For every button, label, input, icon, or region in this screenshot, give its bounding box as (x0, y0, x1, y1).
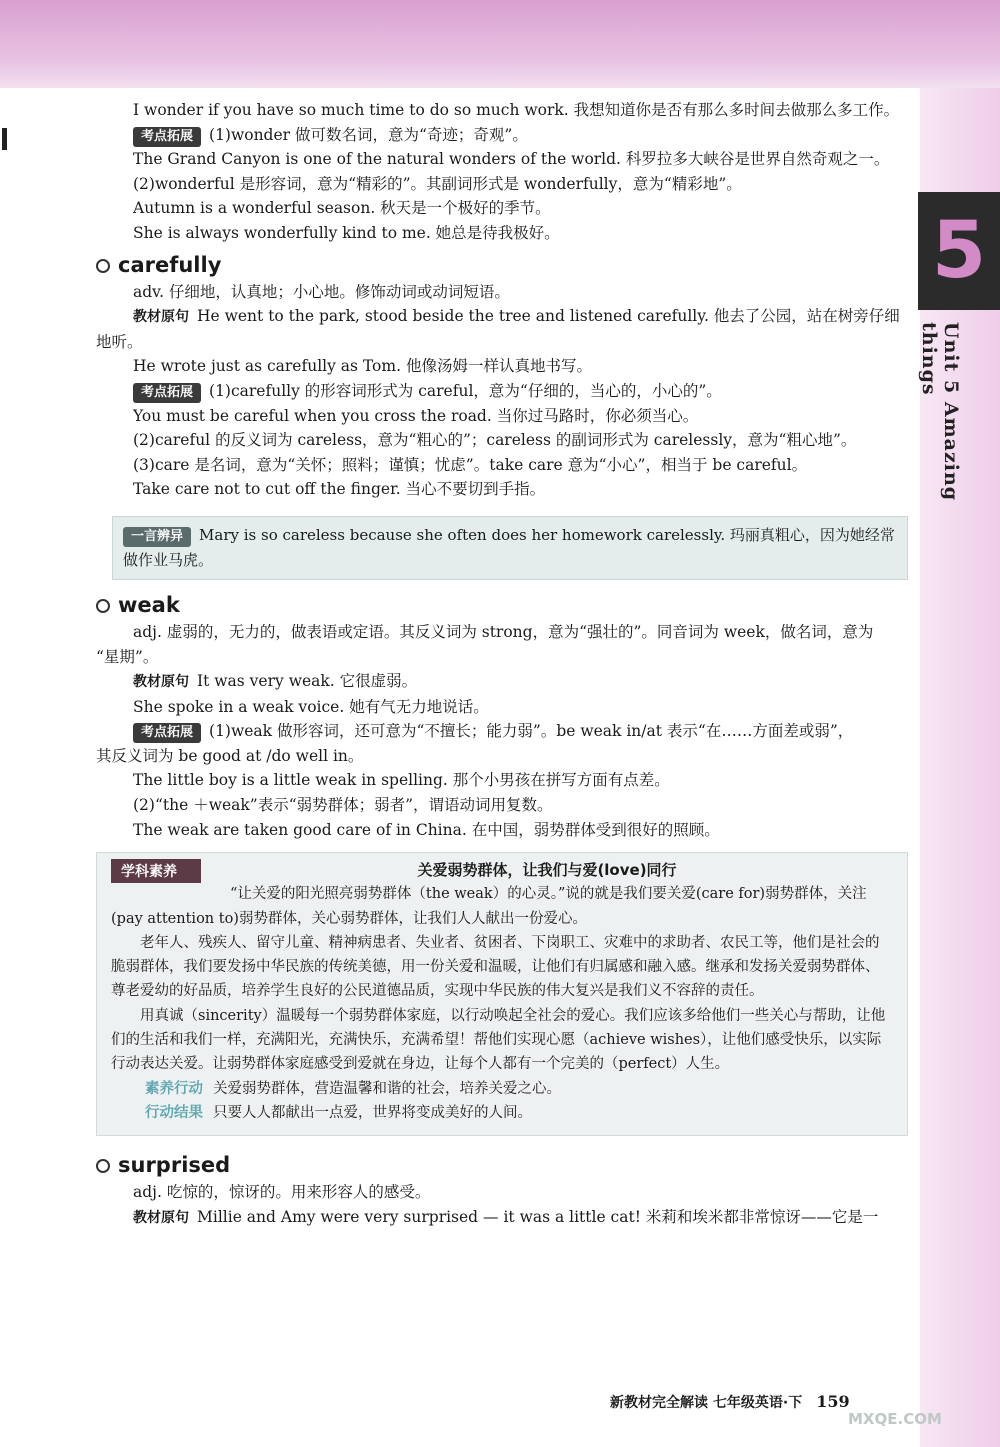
wonder-example: She is always wonderfully kind to me. 她总是待我极好。 (133, 223, 560, 242)
page-content (96, 98, 908, 1230)
wonder-note: (2)wonderful 是形容词，意为“精彩的”。其副词形式是 wonderfully，意为“精彩地”。 (133, 174, 742, 193)
weak-example: The little boy is a little weak in spelling. 那个小男孩在拼写方面有点差。 (133, 771, 670, 790)
unit-title-vertical: Unit 5 Amazing things (918, 322, 962, 502)
carefully-note: (2)careful 的反义词为 careless，意为“粗心的”；careless 的副词形式为 carelessly，意为“粗心地”。 (133, 431, 857, 450)
carefully-example: You must be careful when you cross the road. 当你过马路时，你必须当心。 (133, 406, 699, 425)
carefully-definition: adv. 仔细地，认真地；小心地。修饰动词或动词短语。 (133, 282, 510, 301)
literacy-tag: 学科素养 (111, 859, 201, 883)
exam-ext-tag: 考点拓展 (133, 127, 201, 147)
entry-heading-surprised: surprised (96, 1150, 908, 1180)
literacy-action: 素养行动 关爱弱势群体，营造温馨和谐的社会，培养关爱之心。 (145, 1079, 561, 1097)
weak-example: She spoke in a weak voice. 她有气无力地说话。 (133, 697, 489, 716)
watermark-text: MXQE.COM (848, 1410, 942, 1428)
wonder-example: I wonder if you have so much time to do so much work. 我想知道你是否有那么多时间去做那么多工作。 (133, 101, 900, 119)
literacy-paragraph: 老年人、残疾人、留守儿童、精神病患者、失业者、贫困者、下岗职工、灾难中的求助者、农民工等，他们是社会的脆弱群体，我们要发扬中华民族的传统美德，用一份关爱和温暖，让他们有归属感和融入感。继承和发扬关爱弱势群体、尊老爱幼的好品质，培养学生良好的公民道德品质，实现中华民族的伟大复兴是我们义不容辞的责任。 (111, 934, 880, 1000)
exam-ext-tag: 考点拓展 (133, 383, 201, 403)
wonder-example: Autumn is a wonderful season. 秋天是一个极好的季节。 (133, 199, 551, 218)
literacy-title: 关爱弱势群体，让我们与爱(love)同行 (417, 861, 677, 880)
bullet-icon (96, 259, 110, 273)
contrast-tip-box: 一言辨异 Mary is so careless because she often does her homework carelessly. 玛丽真粗心，因为她经常做作业马虎。 (112, 516, 908, 580)
carefully-source-cont: 地听。 (96, 332, 143, 351)
carefully-source: 教材原句 He went to the park, stood beside the tree and listened carefully. 他去了公园，站在树旁仔细 (133, 307, 900, 326)
literacy-result: 行动结果 只要人人都献出一点爱，世界将变成美好的人间。 (145, 1103, 532, 1121)
carefully-example: Take care not to cut off the finger. 当心不要切到手指。 (133, 480, 546, 499)
weak-definition-cont: “星期”。 (96, 647, 159, 666)
literacy-paragraph: “让关爱的阳光照亮弱势群体（the weak）的心灵。”说的就是我们要关爱(care for)弱势群体，关注(pay attention to)弱势群体，关心弱势群体，让我们人人献出一份爱心。 (111, 886, 867, 927)
contrast-tag: 一言辨异 (123, 527, 191, 547)
exam-ext-tag: 考点拓展 (133, 723, 201, 743)
top-decor-band (0, 0, 1000, 88)
carefully-note: (3)care 是名词，意为“关怀；照料；谨慎；忧虑”。take care 意为“小心”，相当于 be careful。 (133, 455, 808, 474)
weak-ext-line: 考点拓展 (1)weak 做形容词，还可意为“不擅长；能力弱”。be weak in/at 表示“在……方面差或弱”， (96, 719, 908, 744)
weak-ext-cont: 其反义词为 be good at /do well in。 (96, 746, 364, 765)
entry-heading-weak: weak (96, 590, 908, 620)
surprised-definition: adj. 吃惊的，惊讶的。用来形容人的感受。 (133, 1183, 431, 1202)
carefully-ext-line: 考点拓展 (1)carefully 的形容词形式为 careful，意为“仔细的，当心的，小心的”。 (96, 379, 908, 404)
carefully-example: He wrote just as carefully as Tom. 他像汤姆一样认真地书写。 (133, 357, 592, 376)
weak-source: 教材原句 It was very weak. 它很虚弱。 (133, 672, 418, 691)
surprised-source: 教材原句 Millie and Amy were very surprised — it was a little cat! 米莉和埃米都非常惊讶——它是一 (133, 1207, 879, 1226)
unit-number-tab: 5 (918, 192, 1000, 310)
weak-definition: adj. 虚弱的，无力的，做表语或定语。其反义词为 strong，意为“强壮的”。同音词为 week，做名词，意为 (133, 622, 874, 641)
wonder-example: The Grand Canyon is one of the natural wonders of the world. 科罗拉多大峡谷是世界自然奇观之一。 (133, 150, 890, 169)
entry-heading-carefully: carefully (96, 250, 908, 280)
wonder-ext-line: 考点拓展 (1)wonder 做可数名词，意为“奇迹；奇观”。 (96, 123, 908, 148)
weak-example: The weak are taken good care of in China. 在中国，弱势群体受到很好的照顾。 (133, 820, 720, 839)
bullet-icon (96, 1159, 110, 1173)
page-number: 159 (816, 1392, 850, 1411)
binding-mark (2, 128, 7, 150)
literacy-paragraph: 用真诚（sincerity）温暖每一个弱势群体家庭，以行动唤起全社会的爱心。我们应该多给他们一些关心与帮助，让他们的生活和我们一样，充满阳光，充满快乐，充满希望！帮他们实现心愿（achieve wishes），让他们感受快乐，以实际行动表达关爱。让弱势群体家庭感受到爱就在身边，让每个人都有一个完美的（perfect）人生。 (111, 1007, 886, 1073)
weak-note: (2)“the ＋weak”表示“弱势群体；弱者”，谓语动词用复数。 (133, 796, 553, 815)
bullet-icon (96, 599, 110, 613)
book-title: 新教材完全解读 七年级英语·下 (610, 1395, 803, 1411)
subject-literacy-box (96, 852, 908, 1136)
